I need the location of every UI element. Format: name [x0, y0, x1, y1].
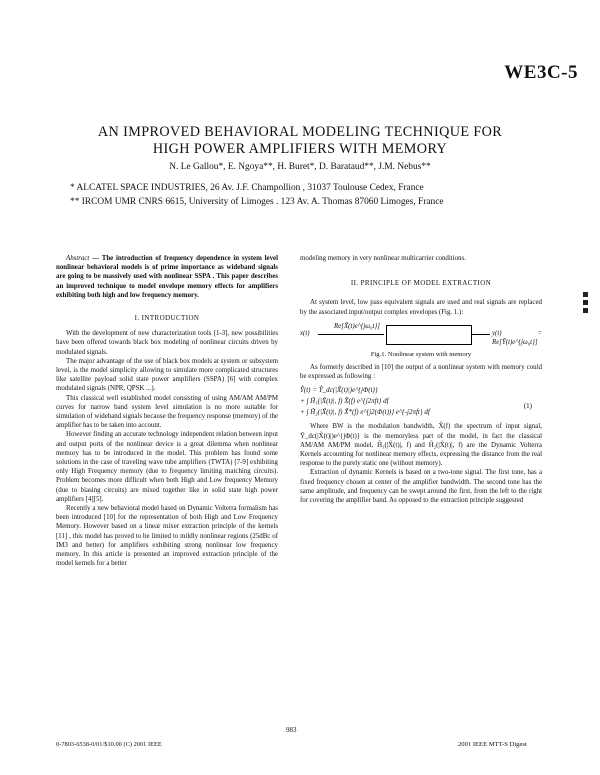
figure-input-label: x(t)	[300, 329, 310, 337]
paragraph: With the development of new characterization tools [1-3], new possibilities have been offered towards black box modeling of nonlinear circuits driven by modulated signals.	[56, 330, 278, 356]
paragraph: The major advantage of the use of black box models at system or subsystem level, is the model simplicity allowing to simulate more complicated structures like satellite payload solid state power amplifiers (SSPA) [6] with complex modulated signals (NPR, QPSK ...).	[56, 357, 278, 393]
section-heading-model-extraction: II. PRINCIPLE OF MODEL EXTRACTION	[350, 279, 492, 288]
figure-caption: Fig.1. Nonlinear system with memory	[370, 350, 472, 358]
affiliation-1: * ALCATEL SPACE INDUSTRIES, 26 Av. J.F. Champollion , 31037 Toulouse Cedex, France	[70, 183, 424, 193]
figure-output-label: y(t) = Re[Ỹ(t)e^{jω₀t}]	[492, 329, 542, 347]
footer-digest: 2001 IEEE MTT-S Digest	[458, 741, 527, 748]
abstract-lead: Abstract	[66, 255, 90, 262]
figure-system-block	[386, 325, 472, 345]
paper-title-line1: AN IMPROVED BEHAVIORAL MODELING TECHNIQUE FOR	[97, 124, 503, 140]
figure-input-arrow	[318, 334, 384, 335]
abstract	[56, 254, 278, 300]
author-list: N. Le Gallou*, E. Ngoya**, H. Buret*, D. Barataud**, J.M. Nebus**	[169, 162, 431, 172]
paragraph: However finding an accurate technology independent relation between input and output ports of the nonlinear device is a great dilemma when nonlinear memory has to be introduced in the model. This problem has found some solutions in the case of traveling wave tube amplifiers (TWTA) [7-9] exhibiting only High Frequency memory (due to frequency limiting matching circuits). Problem becomes more difficult when both High and Low frequency Memory (due to biasing circuits) are mixed together like in solid state high power amplifiers [4][5].	[56, 431, 278, 503]
paragraph: Recently a new behavioral model based on Dynamic Volterra formalism has been introduced [10] for the representation of both High and Low Frequency Memory. However based on a linear mixer extraction principle of the kernels [11] , this model has proved to be limited to mildly nonlinear regions (25dBc of IM3 and better) for amplifiers exhibiting strong nonlinear low frequency memory. In this article is presented an improved extraction principle of the model kernels for a better	[56, 505, 278, 568]
paper-code: WE3C-5	[504, 62, 578, 83]
page-number: 983	[286, 726, 297, 734]
equation-line: + ∫ H̃₁(|X̃(t)|, f) X̃(f) e^{j2πft} df	[300, 397, 389, 406]
paragraph: modeling memory in very nonlinear multicarrier conditions.	[300, 255, 466, 262]
paragraph: Extraction of dynamic Kernels is based on a two-tone signal. The first tone, has a fixed frequency chosen at center of the amplifier bandwidth. The second tone has the same amplitude, and frequency can be swept around the first, from the left to the right for covering the amplifier band. As opposed to the extraction principle suggested	[300, 469, 542, 505]
margin-mark	[583, 292, 588, 297]
equation-line: + ∫ H̃₂(|X̃(t)|, f) X̃*(f) e^{j2(Φ(t))} e^{-j2πft} df	[300, 408, 430, 417]
left-column	[56, 254, 278, 569]
margin-mark	[583, 300, 588, 305]
paper-title-line2: HIGH POWER AMPLIFIERS WITH MEMORY	[152, 141, 448, 157]
figure-nonlinear-system	[300, 320, 542, 348]
figure-input-expression: Re[X̃(t)e^{jω₀t}]	[334, 322, 380, 330]
paragraph: This classical well established model consisting of using AM/AM AM/PM curves for narrow band system level simulation is no more suitable for simulation of wideband signals because the frequency response (memory) of the amplifier has to be taken into account.	[56, 394, 278, 430]
equation-1	[300, 385, 542, 418]
section-heading-introduction: I. INTRODUCTION	[134, 314, 200, 323]
margin-mark	[583, 308, 588, 313]
equation-number: (1)	[523, 402, 532, 411]
figure-output-arrow	[472, 334, 490, 335]
affiliation-2: ** IRCOM UMR CNRS 6615, University of Limoges . 123 Av. A. Thomas 87060 Limoges, France	[70, 197, 444, 207]
paragraph: Where BW is the modulation bandwidth, X̃(f) the spectrum of input signal, Ỹ_dc(|X̃(t)|)e^{jΦ(t)} is the memoryless part of the model, in fact the classical AM/AM AM/PM model, H̃₁(|X̃(t)|, f) and H̃₂(|X̃(t)|, f) are the Dynamic Volterra Kernels accounting for nonlinear memory effects, expressing the distance from the real response to the purely static one (without memory).	[300, 423, 542, 468]
equation-line: Ỹ(t) = Ỹ_dc(|X̃(t)|)e^{jΦ(t)}	[300, 386, 378, 395]
right-column	[300, 254, 542, 505]
paragraph: As formerly described in [10] the output of a nonlinear system with memory could be expressed as following :	[300, 364, 542, 381]
paragraph: At system level, low pass equivalent signals are used and real signals are replaced by the associated input/output complex envelopes (Fig. 1.):	[300, 299, 542, 316]
abstract-text: — The introduction of frequency dependence in system level nonlinear behavioral models is of prime importance as wideband signals are going to be massively used with nonlinear SSPA . This paper describes an improved technique to model envelope memory effects for amplifiers exhibiting both high and low frequency memory.	[56, 255, 278, 299]
footer-copyright: 0-7803-6538-0/01/$10.00 (C) 2001 IEEE	[56, 741, 162, 748]
